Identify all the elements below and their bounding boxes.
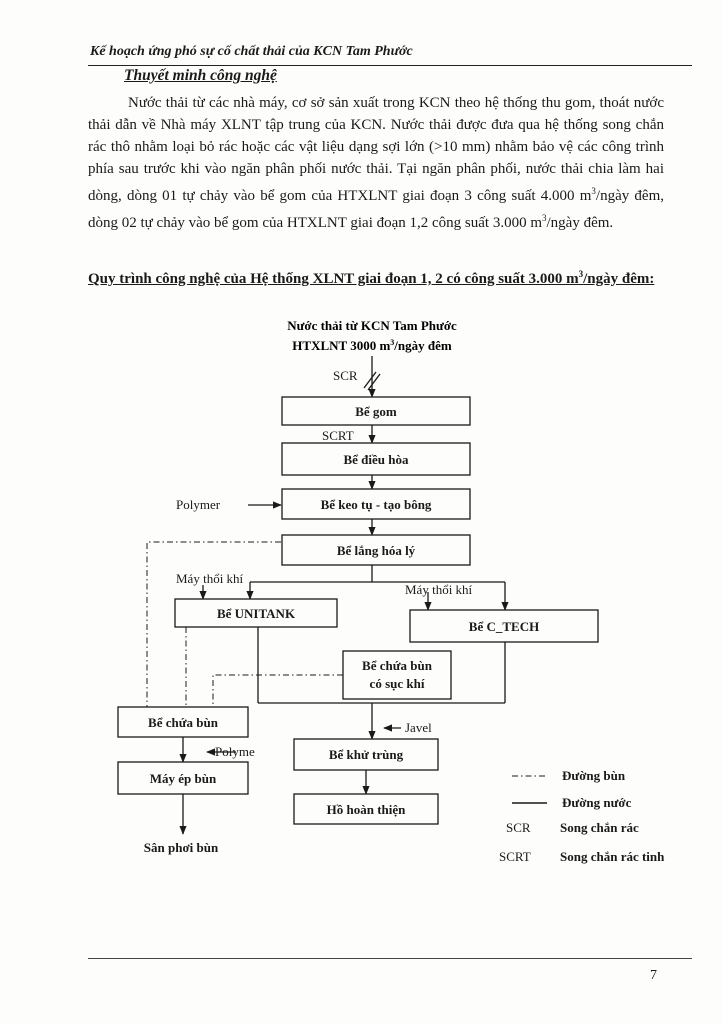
label-ho-hoan-thien: Hồ hoàn thiện <box>326 802 406 817</box>
label-be-khu-trung: Bể khử trùng <box>328 747 404 762</box>
process-heading-unit: /ngày đêm: <box>583 271 655 287</box>
sludge-line-chuabun-suckhi <box>213 675 343 707</box>
running-header: Kế hoạch ứng phó sự cố chất thải của KCN Tam Phước <box>90 44 413 59</box>
label-scrt: SCRT <box>322 428 354 443</box>
section-subtitle: Thuyết minh công nghệ <box>124 67 277 84</box>
label-polymer: Polymer <box>176 497 221 512</box>
process-heading-text: Quy trình công nghệ của Hệ thống XLNT giai đoạn 1, 2 có công suất 3.000 m <box>88 271 579 287</box>
legend-water-label: Đường nước <box>562 795 632 810</box>
paragraph-text-1: Nước thải từ các nhà máy, cơ sở sản xuất trong KCN theo hệ thống thu gom, thoát nước thải dẫn về Nhà máy XLNT tập trung của KCN. Nước thải được đưa qua hệ thống song chắn rác thô nhằm loại bỏ rác hoặc các vật liệu dạng sợi lớn (>10 mm) nhằm bảo vệ các công trình phía sau trước khi vào ngăn phân phối nước thải. Tại ngăn phân phối, nước thải chia làm hai dòng, dòng 01 tự chảy vào bể gom của HTXLNT giai đoạn 3 công suất 4.000 m <box>88 95 664 204</box>
scr-hatch-2 <box>368 374 380 390</box>
page-number: 7 <box>650 968 657 983</box>
legend-scrt-desc: Song chắn rác tinh <box>560 849 665 864</box>
label-be-chua-bun: Bể chứa bùn <box>148 715 218 730</box>
legend-scr-desc: Song chắn rác <box>560 820 639 835</box>
label-be-dieu-hoa: Bể điều hòa <box>343 452 409 467</box>
label-may-ep-bun: Máy ép bùn <box>149 771 217 786</box>
footer-rule <box>88 958 692 959</box>
paragraph-text-2: /ngày đêm, dòng 02 tự chảy vào bể gom của HTXLNT giai đoạn 1,2 công suất 3.000 m <box>88 188 665 231</box>
label-javel: Javel <box>405 720 432 735</box>
label-be-gom: Bể gom <box>355 404 397 419</box>
legend-scr-abbr: SCR <box>506 820 531 835</box>
label-san-phoi-bun: Sân phơi bùn <box>143 840 219 855</box>
source-capacity-text: HTXLNT 3000 m <box>292 338 391 353</box>
label-scr: SCR <box>333 368 358 383</box>
label-blower-2: Máy thổi khí <box>405 582 473 597</box>
legend-scrt-abbr: SCRT <box>499 849 531 864</box>
label-ctech: Bể C_TECH <box>468 619 540 634</box>
paragraph-sup-1: 3 <box>591 186 596 196</box>
paragraph-sup-2: 3 <box>542 213 547 223</box>
process-heading-sup: 3 <box>578 269 584 279</box>
source-label-line1: Nước thải từ KCN Tam Phước <box>287 318 457 333</box>
paragraph-text-3: /ngày đêm. <box>546 215 614 231</box>
label-unitank: Bể UNITANK <box>216 606 296 621</box>
label-chua-bun-suc-khi-1: Bể chứa bùn <box>362 658 432 673</box>
label-chua-bun-suc-khi-2: có sục khí <box>369 676 425 691</box>
scr-hatch-1 <box>364 372 376 388</box>
label-blower-1: Máy thổi khí <box>176 571 244 586</box>
label-be-keo-tu: Bể keo tụ - tạo bông <box>320 497 432 512</box>
label-polyme: Polyme <box>215 744 255 759</box>
source-capacity-unit: /ngày đêm <box>394 338 452 353</box>
legend-sludge-label: Đường bùn <box>562 768 626 783</box>
label-be-lang: Bể lắng hóa lý <box>336 543 416 558</box>
source-capacity-sup: 3 <box>390 338 395 347</box>
legend <box>499 768 665 864</box>
source-label-line2 <box>292 338 452 353</box>
